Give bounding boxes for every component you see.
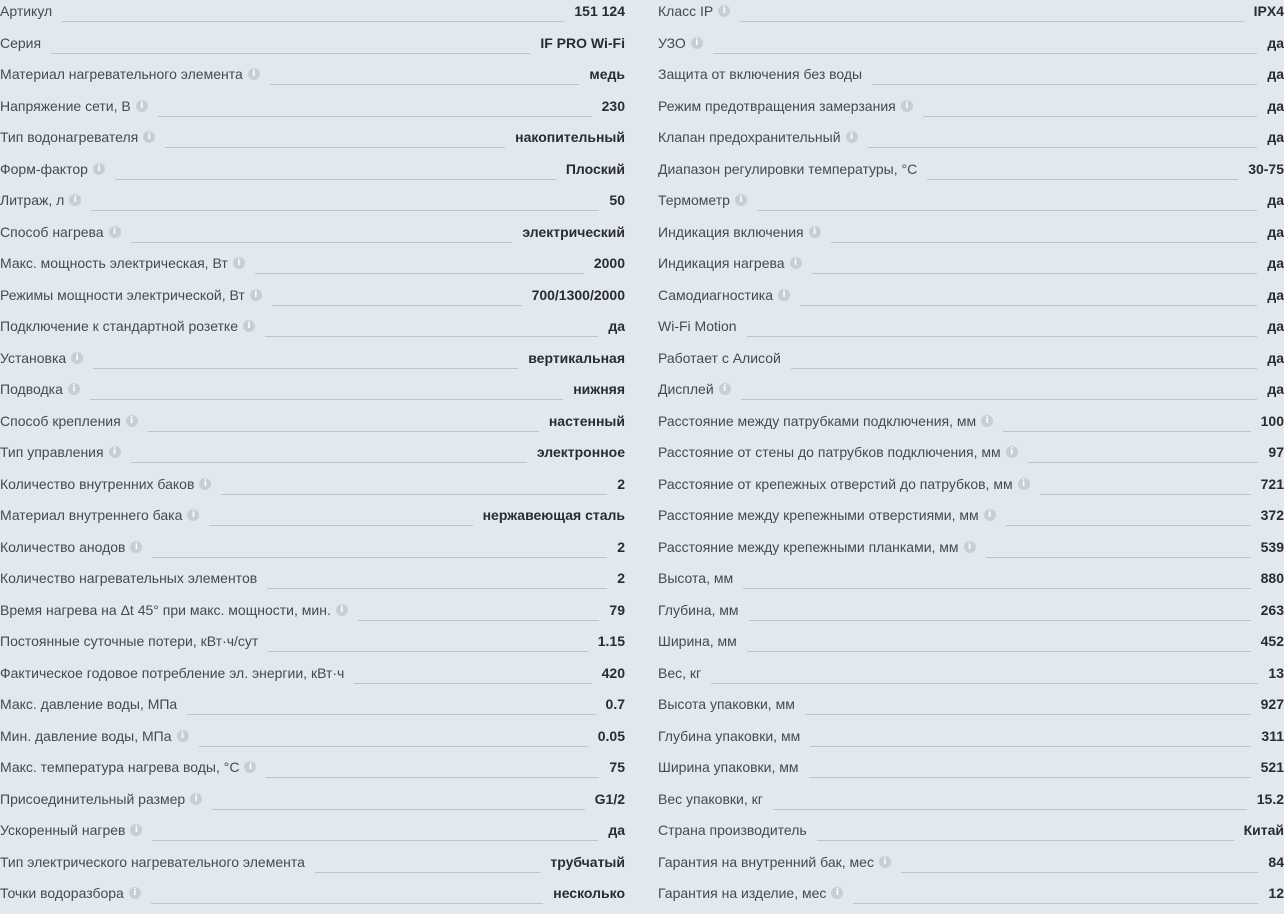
spec-name [658, 630, 747, 652]
spec-name-text: Способ нагрева [0, 223, 104, 240]
spec-row [0, 473, 625, 505]
spec-name-text: Фактическое годовое потребление эл. энергии, кВт·ч [0, 664, 345, 681]
spec-row [0, 32, 625, 64]
spec-value: 1.15 [588, 630, 625, 652]
row-divider [658, 336, 1284, 337]
spec-row [658, 347, 1284, 379]
spec-value: электрический [512, 221, 625, 243]
spec-row [658, 158, 1284, 190]
spec-name [658, 252, 812, 274]
spec-name-text: Материал нагревательного элемента [0, 66, 243, 82]
row-divider [658, 651, 1284, 652]
spec-name [658, 882, 853, 904]
spec-row [0, 189, 625, 221]
spec-name-text: Материал внутреннего бака [0, 507, 183, 523]
spec-row [0, 410, 625, 442]
spec-name-text: Клапан предохранительный [658, 129, 841, 145]
spec-name [658, 851, 901, 873]
spec-value: трубчатый [540, 851, 625, 873]
spec-value: 2 [607, 567, 625, 589]
spec-value: G1/2 [585, 788, 625, 810]
spec-name [658, 536, 986, 558]
spec-value: медь [579, 63, 625, 85]
spec-value: Китай [1234, 819, 1284, 841]
spec-value: да [1257, 63, 1284, 85]
spec-row [0, 252, 625, 284]
spec-row [0, 882, 625, 914]
spec-name [0, 725, 199, 747]
spec-name [658, 725, 810, 747]
spec-name-text: Подключение к стандартной розетке [0, 318, 238, 334]
spec-row [658, 410, 1284, 442]
spec-name-text: Термометр [658, 192, 730, 208]
spec-value: 0.05 [588, 725, 625, 747]
spec-row [658, 189, 1284, 221]
info-icon[interactable]: i [233, 257, 245, 269]
spec-name-text: Точки водоразбора [0, 885, 124, 901]
info-icon[interactable]: i [109, 226, 121, 238]
spec-name [0, 0, 62, 22]
spec-name-text: Расстояние между крепежными отверстиями, мм [658, 507, 979, 523]
spec-row [658, 536, 1284, 568]
spec-value: 12 [1258, 882, 1284, 904]
spec-value: 452 [1251, 630, 1284, 652]
spec-value: да [1257, 95, 1284, 117]
spec-name [658, 599, 749, 621]
spec-row [658, 851, 1284, 883]
row-divider [658, 399, 1284, 400]
info-icon[interactable]: i [691, 37, 703, 49]
spec-row [658, 63, 1284, 95]
spec-value: 75 [599, 756, 625, 778]
spec-value: 151 124 [564, 0, 625, 22]
info-icon[interactable]: i [964, 541, 976, 553]
spec-name-text: Расстояние от крепежных отверстий до патрубков, мм [658, 475, 1013, 492]
spec-row [658, 788, 1284, 820]
spec-value: 2 [607, 536, 625, 558]
spec-name [0, 882, 151, 904]
spec-name [658, 126, 868, 148]
spec-row [0, 347, 625, 379]
spec-name-text: Глубина, мм [658, 601, 739, 618]
spec-value: накопительный [505, 126, 625, 148]
spec-name-text: Индикация включения [658, 223, 804, 240]
info-icon[interactable]: i [336, 604, 348, 616]
spec-name-text: Вес, кг [658, 664, 702, 681]
spec-name [0, 756, 266, 778]
spec-row [0, 725, 625, 757]
spec-name-text: Вес упаковки, кг [658, 790, 763, 807]
info-icon[interactable]: i [790, 257, 802, 269]
spec-name-text: Количество нагревательных элементов [0, 570, 258, 586]
spec-name [0, 662, 354, 684]
spec-name-text: Режимы мощности электрической, Вт [0, 286, 245, 303]
spec-row [0, 95, 625, 127]
spec-value: 880 [1251, 567, 1284, 589]
spec-name-text: Расстояние между патрубками подключения, мм [658, 412, 977, 429]
row-divider [0, 21, 625, 22]
spec-name [658, 315, 747, 337]
spec-name [0, 851, 315, 873]
spec-name-text: Режим предотвращения замерзания [658, 97, 896, 114]
spec-row [658, 95, 1284, 127]
spec-row [0, 284, 625, 316]
spec-row [658, 725, 1284, 757]
info-icon[interactable]: i [244, 761, 256, 773]
spec-name-text: Индикация нагрева [658, 255, 785, 271]
spec-name [658, 819, 817, 841]
spec-name [0, 599, 358, 621]
spec-name [0, 693, 187, 715]
spec-name [0, 126, 165, 148]
spec-name [658, 221, 831, 243]
spec-name [658, 662, 711, 684]
specs-column-right [658, 0, 1284, 914]
info-icon[interactable]: i [199, 478, 211, 490]
spec-value: да [1257, 347, 1284, 369]
info-icon[interactable]: i [130, 824, 142, 836]
spec-row [658, 0, 1284, 32]
spec-row [0, 851, 625, 883]
spec-value: Плоский [556, 158, 625, 180]
spec-row [0, 693, 625, 725]
spec-name-text: Расстояние от стены до патрубков подключения, мм [658, 444, 1001, 460]
spec-row [658, 599, 1284, 631]
spec-row [0, 504, 625, 536]
spec-value: IF PRO Wi-Fi [530, 32, 625, 54]
spec-row [658, 315, 1284, 347]
spec-value: 521 [1251, 756, 1284, 778]
spec-name-text: Серия [0, 34, 42, 51]
spec-value: 700/1300/2000 [522, 284, 625, 306]
spec-row [0, 315, 625, 347]
spec-name [658, 410, 1003, 432]
spec-row [0, 662, 625, 694]
spec-row [658, 252, 1284, 284]
spec-value: да [1257, 252, 1284, 274]
spec-value: 372 [1251, 504, 1284, 526]
spec-value: нижняя [563, 378, 625, 400]
info-icon[interactable]: i [129, 887, 141, 899]
spec-row [0, 567, 625, 599]
spec-name-text: Постоянные суточные потери, кВт·ч/сут [0, 633, 259, 649]
spec-value: 927 [1251, 693, 1284, 715]
spec-value: 2000 [584, 252, 625, 274]
row-divider [0, 399, 625, 400]
spec-name-text: Тип электрического нагревательного элемента [0, 853, 305, 870]
spec-name [0, 536, 152, 558]
row-divider [658, 53, 1284, 54]
spec-name [0, 630, 268, 652]
spec-row [0, 378, 625, 410]
spec-name-text: Высота упаковки, мм [658, 696, 795, 712]
spec-name [658, 95, 923, 117]
spec-name-text: Тип управления [0, 444, 104, 460]
spec-row [658, 567, 1284, 599]
spec-name [0, 95, 158, 117]
info-icon[interactable]: i [136, 100, 148, 112]
spec-name [658, 473, 1040, 495]
info-icon[interactable]: i [831, 887, 843, 899]
spec-value: да [1257, 221, 1284, 243]
info-icon[interactable]: i [901, 100, 913, 112]
spec-name-text: Напряжение сети, В [0, 97, 131, 114]
spec-name-text: Форм-фактор [0, 160, 88, 177]
spec-row [0, 63, 625, 95]
info-icon[interactable]: i [109, 446, 121, 458]
spec-value: IPX4 [1244, 0, 1284, 22]
spec-name-text: Дисплей [658, 381, 714, 397]
spec-row [658, 630, 1284, 662]
spec-name-text: Ширина, мм [658, 633, 737, 649]
spec-name-text: Способ крепления [0, 412, 121, 429]
spec-value: 79 [599, 599, 625, 621]
info-icon[interactable]: i [984, 509, 996, 521]
spec-name [0, 378, 90, 400]
info-icon[interactable]: i [719, 383, 731, 395]
spec-row [658, 882, 1284, 914]
spec-row [658, 32, 1284, 64]
spec-name-text: Артикул [0, 3, 53, 19]
spec-row [658, 221, 1284, 253]
info-icon[interactable]: i [879, 856, 891, 868]
spec-value: да [1257, 284, 1284, 306]
spec-name-text: Страна производитель [658, 822, 807, 838]
spec-row [658, 693, 1284, 725]
spec-value: 263 [1251, 599, 1284, 621]
spec-name-text: УЗО [658, 34, 686, 51]
row-divider [658, 588, 1284, 589]
spec-name-text: Гарантия на изделие, мес [658, 885, 827, 901]
spec-name [658, 756, 809, 778]
spec-row [0, 599, 625, 631]
spec-name [658, 63, 872, 85]
spec-name-text: Гарантия на внутренний бак, мес [658, 853, 874, 870]
info-icon[interactable]: i [735, 194, 747, 206]
spec-value: да [1257, 126, 1284, 148]
spec-name [658, 284, 800, 306]
spec-name [658, 567, 743, 589]
spec-name [0, 819, 152, 841]
spec-name-text: Глубина упаковки, мм [658, 727, 801, 744]
spec-name [0, 410, 148, 432]
spec-row [0, 819, 625, 851]
info-icon[interactable]: i [809, 226, 821, 238]
info-icon[interactable]: i [68, 383, 80, 395]
info-icon[interactable]: i [130, 541, 142, 553]
spec-value: да [1257, 315, 1284, 337]
spec-value: 311 [1251, 725, 1284, 747]
spec-name [0, 788, 212, 810]
spec-name [658, 788, 773, 810]
spec-row [658, 441, 1284, 473]
spec-value: 97 [1258, 441, 1284, 463]
info-icon[interactable]: i [126, 415, 138, 427]
spec-value: 230 [592, 95, 625, 117]
spec-name [658, 347, 791, 369]
spec-value: нержавеющая сталь [473, 504, 625, 526]
spec-row [0, 788, 625, 820]
spec-value: вертикальная [518, 347, 625, 369]
spec-name [0, 32, 51, 54]
spec-row [0, 158, 625, 190]
spec-name [0, 347, 93, 369]
info-icon[interactable]: i [1006, 446, 1018, 458]
spec-name [0, 252, 255, 274]
spec-row [658, 473, 1284, 505]
spec-value: да [1257, 378, 1284, 400]
spec-row [658, 662, 1284, 694]
spec-row [0, 756, 625, 788]
spec-row [0, 221, 625, 253]
spec-name-text: Установка [0, 349, 67, 366]
spec-value: да [1257, 32, 1284, 54]
spec-name [0, 504, 209, 526]
spec-name-text: Ширина упаковки, мм [658, 759, 799, 775]
spec-name [658, 158, 927, 180]
spec-value: 420 [592, 662, 625, 684]
info-icon[interactable]: i [93, 163, 105, 175]
spec-row [0, 126, 625, 158]
spec-value: да [598, 819, 625, 841]
specs-column-left [0, 0, 625, 914]
info-icon[interactable]: i [177, 730, 189, 742]
info-icon[interactable]: i [248, 68, 260, 80]
spec-name-text: Присоединительный размер [0, 790, 186, 807]
spec-value: настенный [539, 410, 625, 432]
spec-value: 15.2 [1247, 788, 1284, 810]
row-divider [0, 210, 625, 211]
spec-value: 100 [1251, 410, 1284, 432]
spec-name [658, 378, 741, 400]
spec-name [0, 63, 270, 85]
spec-name [0, 473, 221, 495]
spec-value: да [1257, 189, 1284, 211]
spec-value: да [598, 315, 625, 337]
spec-name-text: Wi-Fi Motion [658, 318, 737, 334]
row-divider [658, 620, 1284, 621]
spec-name-text: Количество анодов [0, 538, 126, 555]
spec-name [0, 221, 131, 243]
row-divider [658, 21, 1284, 22]
spec-value: 50 [599, 189, 625, 211]
spec-name [0, 567, 267, 589]
spec-name [0, 158, 115, 180]
info-icon[interactable]: i [778, 289, 790, 301]
spec-name-text: Макс. мощность электрическая, Вт [0, 255, 228, 271]
spec-row [658, 284, 1284, 316]
spec-row [0, 0, 625, 32]
spec-name-text: Ускоренный нагрев [0, 822, 126, 838]
spec-name-text: Расстояние между крепежными планками, мм [658, 538, 959, 555]
spec-value: 13 [1258, 662, 1284, 684]
spec-name-text: Время нагрева на Δt 45° при макс. мощности, мин. [0, 601, 331, 618]
spec-row [0, 630, 625, 662]
spec-row [0, 536, 625, 568]
info-icon[interactable]: i [187, 509, 199, 521]
spec-name-text: Самодиагностика [658, 286, 774, 303]
spec-name [658, 32, 713, 54]
spec-name-text: Макс. давление воды, МПа [0, 696, 178, 712]
spec-value: 30-75 [1238, 158, 1284, 180]
spec-name-text: Мин. давление воды, МПа [0, 727, 172, 744]
spec-name-text: Подводка [0, 381, 63, 397]
spec-name-text: Высота, мм [658, 570, 734, 586]
spec-name-text: Работает с Алисой [658, 349, 781, 366]
spec-name-text: Количество внутренних баков [0, 475, 195, 492]
spec-value: 721 [1251, 473, 1284, 495]
info-icon[interactable]: i [981, 415, 993, 427]
spec-name [0, 189, 91, 211]
spec-value: 0.7 [596, 693, 625, 715]
spec-row [0, 441, 625, 473]
info-icon[interactable]: i [143, 131, 155, 143]
info-icon[interactable]: i [243, 320, 255, 332]
info-icon[interactable]: i [1018, 478, 1030, 490]
spec-row [658, 378, 1284, 410]
info-icon[interactable]: i [71, 352, 83, 364]
spec-row [658, 126, 1284, 158]
spec-name-text: Диапазон регулировки температуры, °С [658, 160, 918, 177]
spec-value: 84 [1258, 851, 1284, 873]
spec-name [658, 504, 1006, 526]
spec-value: электронное [527, 441, 625, 463]
spec-name-text: Тип водонагревателя [0, 129, 139, 145]
spec-row [658, 504, 1284, 536]
spec-name-text: Макс. температура нагрева воды, °С [0, 759, 240, 775]
spec-name [658, 189, 757, 211]
spec-name [658, 693, 805, 715]
spec-row [658, 819, 1284, 851]
spec-name-text: Литраж, л [0, 192, 65, 208]
row-divider [658, 683, 1284, 684]
spec-name [658, 0, 740, 22]
info-icon[interactable]: i [69, 194, 81, 206]
spec-name-text: Защита от включения без воды [658, 66, 863, 82]
spec-name-text: Класс IP [658, 3, 714, 19]
spec-value: 2 [607, 473, 625, 495]
info-icon[interactable]: i [250, 289, 262, 301]
info-icon[interactable]: i [190, 793, 202, 805]
spec-value: несколько [543, 882, 625, 904]
info-icon[interactable]: i [846, 131, 858, 143]
spec-value: 539 [1251, 536, 1284, 558]
spec-row [658, 756, 1284, 788]
info-icon[interactable]: i [718, 5, 730, 17]
spec-name [0, 284, 272, 306]
spec-name [658, 441, 1028, 463]
spec-name [0, 441, 131, 463]
spec-name [0, 315, 265, 337]
